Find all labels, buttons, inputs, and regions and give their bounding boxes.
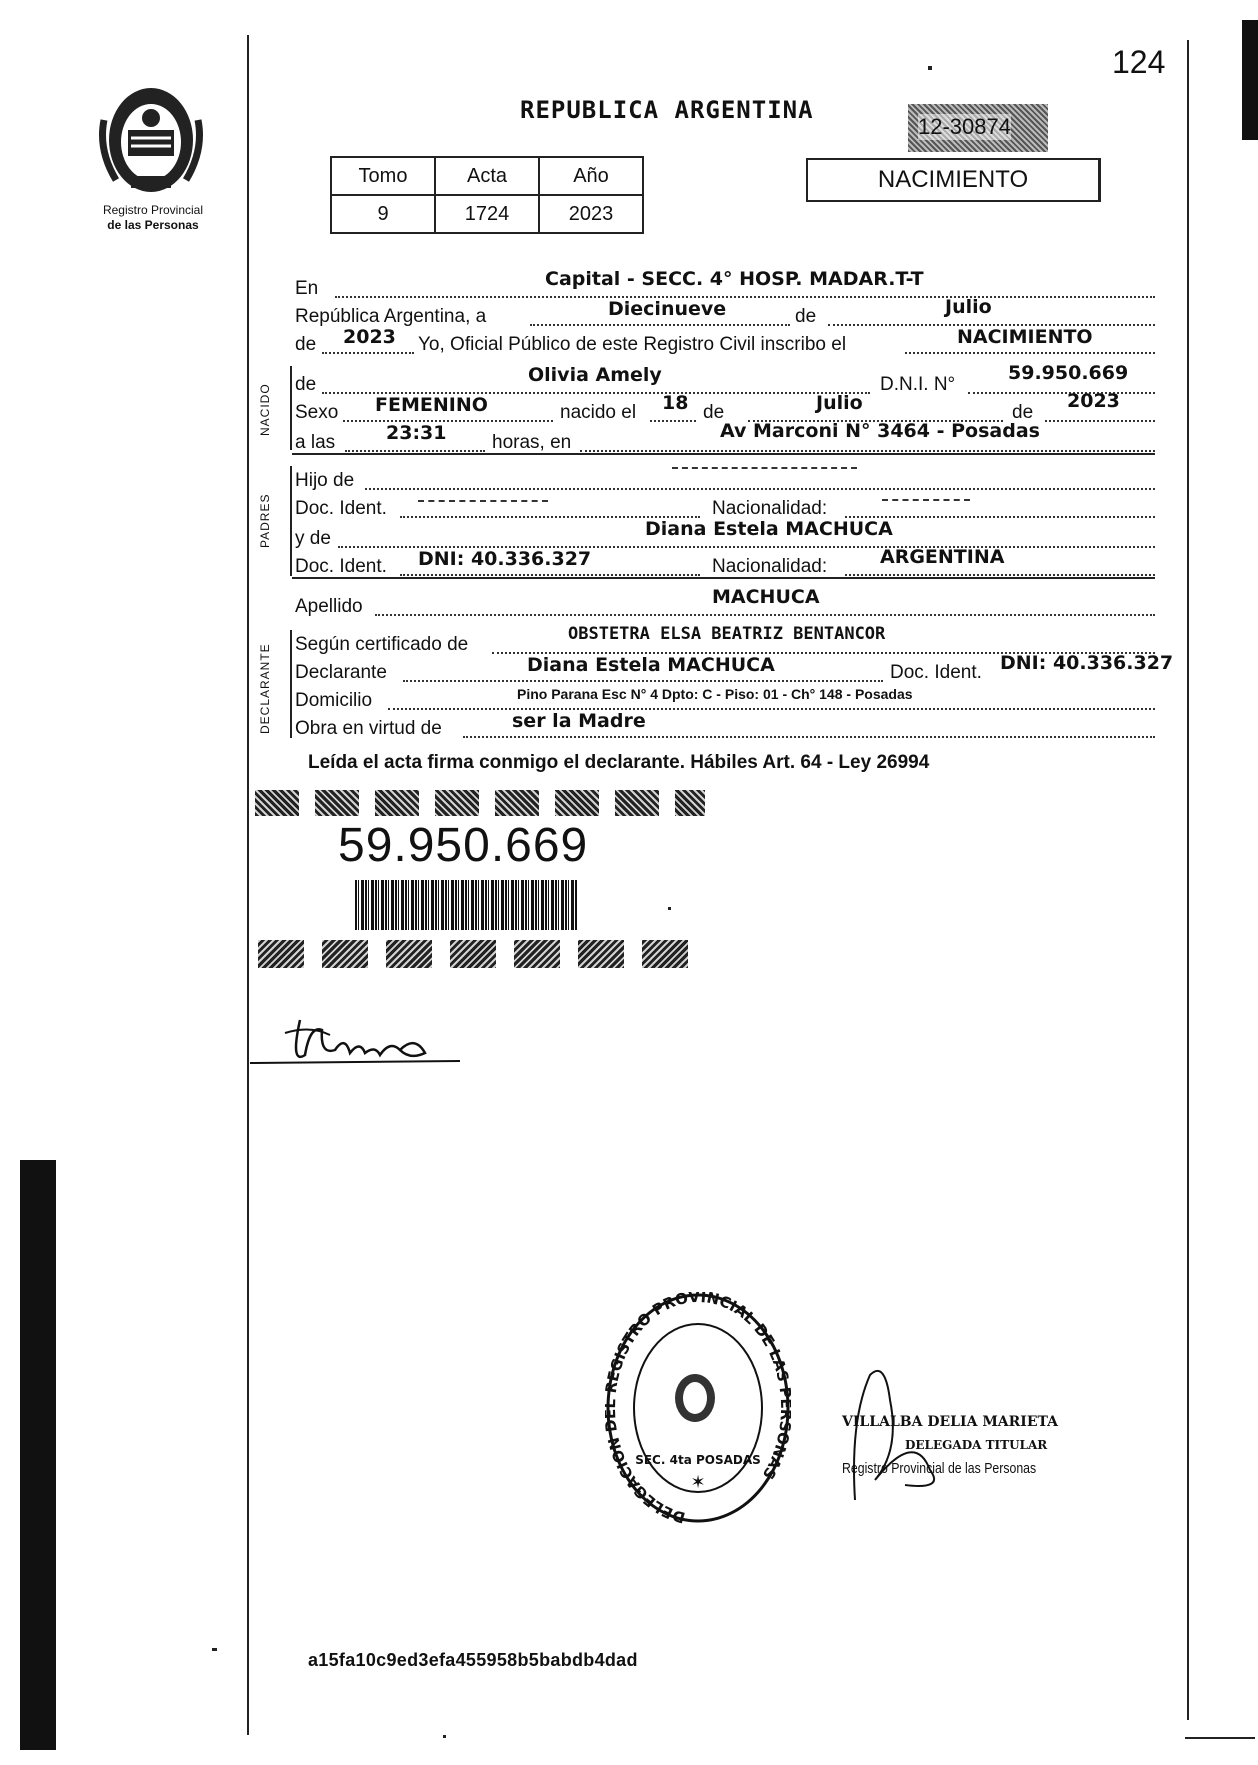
label-en: En — [295, 278, 319, 299]
dots-birth-day — [650, 420, 696, 422]
dots-mother-nat — [845, 574, 1155, 576]
seal-center-text: SEC. 4ta POSADAS — [635, 1453, 761, 1467]
month-value: Julio — [945, 296, 992, 318]
tomo-value: 9 — [331, 195, 435, 233]
label-segun-certificado: Según certificado de — [295, 634, 469, 655]
dots-time — [345, 450, 485, 452]
label-doc-ident-father: Doc. Ident. — [295, 498, 387, 519]
nacido-divider — [290, 366, 292, 450]
father-redacted — [672, 467, 857, 469]
day-value: Diecinueve — [608, 298, 727, 320]
label-y-de: y de — [295, 528, 331, 549]
seal-star-icon: ✶ — [690, 1472, 706, 1492]
right-margin-line — [1187, 40, 1189, 1720]
obra-value: ser la Madre — [512, 710, 646, 732]
dots-father — [365, 488, 1155, 490]
address-value: Pino Parana Esc N° 4 Dpto: C - Piso: 01 - Ch° 148 - Posadas — [517, 686, 913, 702]
sex-value: FEMENINO — [375, 394, 488, 416]
nacido-section-label: NACIDO — [258, 383, 272, 436]
label-nacionalidad-father: Nacionalidad: — [712, 498, 828, 519]
label-de-birth-year: de — [1012, 402, 1034, 423]
label-oficial: Yo, Oficial Público de este Registro Civil inscribo el — [418, 334, 847, 355]
document-hash: a15fa10c9ed3efa455958b5babdb4dad — [308, 1650, 638, 1670]
tomo-header: Tomo — [331, 157, 435, 195]
label-domicilio: Domicilio — [295, 690, 373, 711]
birth-place: Av Marconi N° 3464 - Posadas — [720, 420, 1040, 442]
year-value: 2023 — [343, 326, 396, 348]
declarant-signature — [250, 1005, 465, 1075]
declarante-section-label: DECLARANTE — [258, 643, 272, 734]
label-dni: D.N.I. N° — [880, 374, 956, 395]
label-republica: República Argentina, a — [295, 306, 487, 327]
label-apellido: Apellido — [295, 596, 363, 617]
dots-sexo — [343, 420, 553, 422]
anio-header: Año — [539, 157, 643, 195]
right-edge-bar — [1242, 20, 1258, 140]
dots-obra — [463, 736, 1155, 738]
seal-ring-text: DELEGACION EGISTRO PROVINCIAL DE LAS ONAS — [605, 1292, 791, 1524]
declarante-divider — [290, 630, 292, 738]
label-obra: Obra en virtud de — [295, 718, 442, 739]
speck — [443, 1735, 446, 1738]
place-value: Capital - SECC. 4° HOSP. MADAR.T-T — [545, 268, 924, 290]
dots-act — [905, 352, 1155, 354]
mother-doc: DNI: 40.336.327 — [418, 548, 592, 570]
dots-day — [530, 324, 790, 326]
dots-dni — [968, 392, 1155, 394]
official-signature — [835, 1360, 965, 1510]
security-pattern-top — [255, 790, 705, 816]
act-type-box — [806, 158, 1101, 202]
official-title: DELEGADA TITULAR — [905, 1438, 1048, 1452]
closing-text: Leída el acta firma conmigo el declarante. Hábiles Art. 64 - Ley 26994 — [308, 752, 930, 773]
mother-nationality: ARGENTINA — [880, 546, 1005, 568]
left-margin-line — [247, 35, 249, 1735]
page-number: 124 — [1112, 44, 1166, 80]
certificate-value: OBSTETRA ELSA BEATRIZ BENTANCOR — [568, 624, 886, 644]
left-edge-bar — [20, 1160, 56, 1750]
province-logo — [96, 80, 206, 198]
dots-birth-year — [1045, 420, 1155, 422]
security-pattern-bottom — [258, 940, 704, 968]
bottom-right-line — [1185, 1737, 1255, 1739]
label-de-year: de — [295, 334, 317, 355]
label-declarante: Declarante — [295, 662, 387, 683]
barcode — [355, 880, 578, 930]
label-sexo: Sexo — [295, 402, 339, 423]
official-seal — [605, 1292, 791, 1524]
label-doc-ident-mother: Doc. Ident. — [295, 556, 387, 577]
declarante-name: Diana Estela MACHUCA — [527, 654, 775, 676]
anio-value: 2023 — [539, 195, 643, 233]
dots-apellido — [375, 614, 1155, 616]
country-title: REPUBLICA ARGENTINA — [520, 96, 814, 124]
padres-section-label: PADRES — [258, 493, 272, 548]
child-name: Olivia Amely — [528, 364, 662, 386]
birth-day: 18 — [662, 392, 689, 414]
serial-stamp — [908, 104, 1048, 152]
mother-name: Diana Estela MACHUCA — [645, 518, 893, 540]
dots-en — [335, 296, 1155, 298]
official-office: Registro Provincial de las Personas — [842, 1460, 1037, 1477]
birth-month: Julio — [816, 392, 863, 414]
label-nacido-el: nacido el — [560, 402, 637, 423]
acta-value: 1724 — [435, 195, 539, 233]
act-type: NACIMIENTO — [877, 166, 1029, 193]
section-rule-2 — [292, 577, 1155, 579]
declarante-doc: DNI: 40.336.327 — [1000, 652, 1174, 674]
father-doc-redacted — [418, 500, 548, 502]
dots-year — [322, 352, 414, 354]
label-hijo-de: Hijo de — [295, 470, 355, 491]
birth-time: 23:31 — [386, 422, 447, 444]
dots-declarante — [403, 680, 883, 682]
dots-mother-doc — [400, 574, 700, 576]
official-name: VILLALBA DELIA MARIETA — [842, 1414, 1059, 1430]
child-dni: 59.950.669 — [1008, 362, 1129, 384]
label-doc-ident-declarante: Doc. Ident. — [890, 662, 982, 683]
record-table — [330, 156, 644, 234]
speck — [928, 66, 932, 70]
dots-domicilio — [388, 708, 1155, 710]
serial-stamp-number: 12-30874 — [918, 114, 1011, 139]
registry-name-line1: Registro Provincial — [102, 203, 204, 217]
label-nacionalidad-mother: Nacionalidad: — [712, 556, 828, 577]
speck — [212, 1648, 217, 1651]
dni-number-large: 59.950.669 — [338, 819, 589, 872]
registry-name-line2: de las Personas — [107, 218, 199, 232]
padres-divider — [290, 466, 292, 576]
label-de-name: de — [295, 374, 317, 395]
acta-header: Acta — [435, 157, 539, 195]
speck — [668, 907, 671, 910]
label-de-birth-month: de — [703, 402, 725, 423]
label-a-las: a las — [295, 432, 336, 453]
act-word: NACIMIENTO — [957, 326, 1093, 348]
label-de-month: de — [795, 306, 817, 327]
section-rule-1 — [292, 453, 1155, 455]
birth-year: 2023 — [1067, 390, 1120, 412]
father-nat-redacted — [882, 499, 970, 501]
label-horas-en: horas, en — [492, 432, 572, 453]
dots-birth-place — [580, 450, 1155, 452]
apellido-value: MACHUCA — [712, 586, 820, 608]
